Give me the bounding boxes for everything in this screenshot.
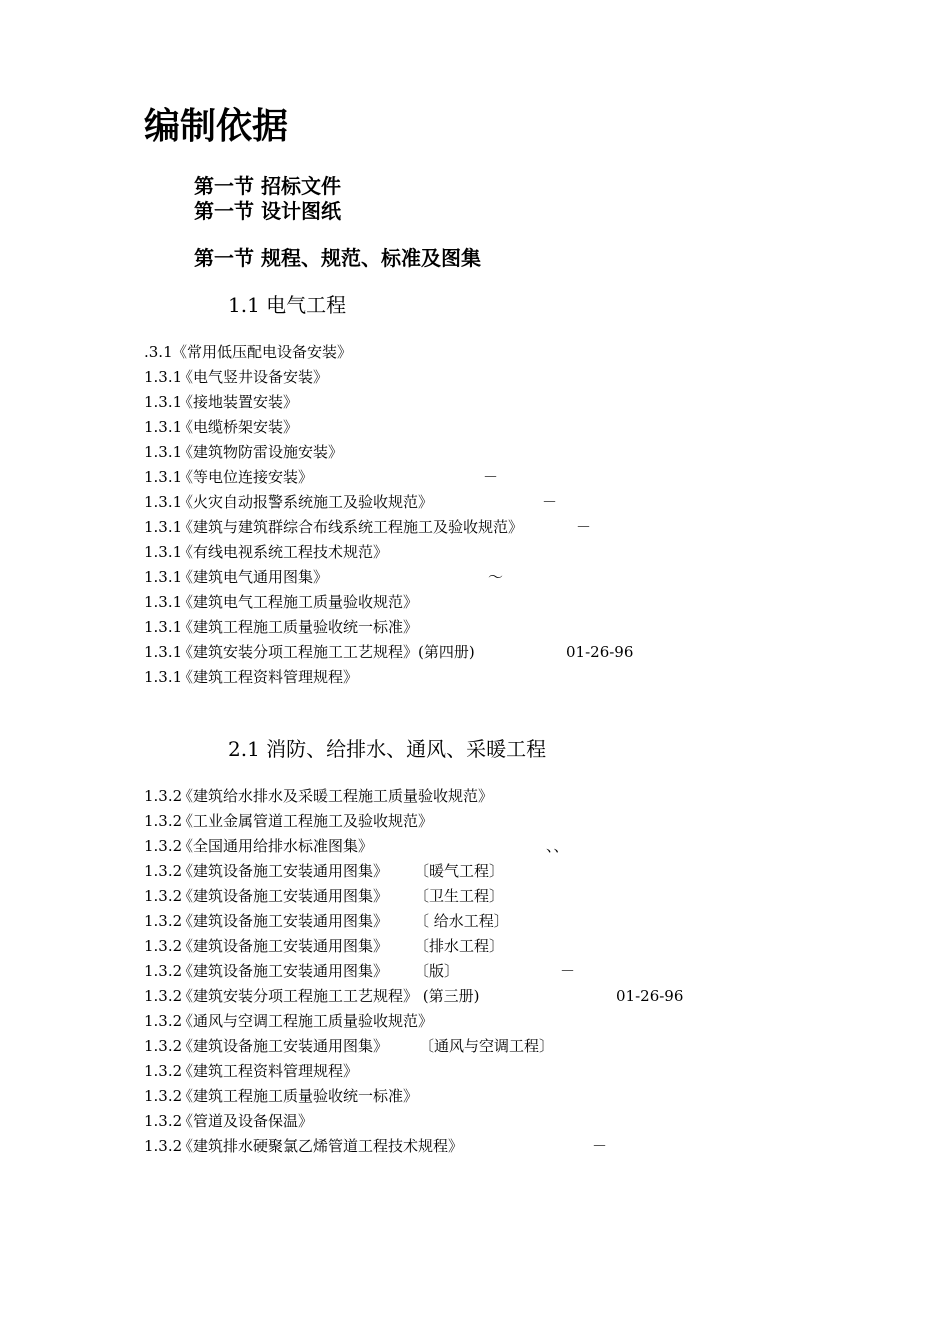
item-subtitle: 〔通风与空调工程〕 xyxy=(419,1037,555,1055)
item-title: 《接地装置安装》 xyxy=(178,393,299,411)
item-code: 01-26-96 xyxy=(616,987,684,1005)
list-item xyxy=(144,490,864,514)
item-code: － xyxy=(576,518,592,536)
item-number: 1.3.2 xyxy=(144,962,183,980)
list-item xyxy=(144,1109,864,1133)
item-number: 1.3.1 xyxy=(144,643,183,661)
section-heading-tender: 第一节 招标文件 xyxy=(194,174,341,198)
item-number: 1.3.1 xyxy=(144,468,183,486)
item-subtitle: 〔卫生工程〕 xyxy=(414,887,505,905)
item-number: 1.3.1 xyxy=(144,518,183,536)
list-item xyxy=(144,565,864,589)
list-item xyxy=(144,1009,864,1033)
list-item xyxy=(144,365,864,389)
item-title: 《建筑设备施工安装通用图集》 xyxy=(178,1037,389,1055)
page-title: 编制依据 xyxy=(144,106,289,147)
item-title: 《建筑排水硬聚氯乙烯管道工程技术规程》 xyxy=(178,1137,464,1155)
item-number: 1.3.2 xyxy=(144,1012,183,1030)
item-title: 《建筑电气通用图集》 xyxy=(178,568,329,586)
list-item xyxy=(144,959,864,983)
item-title: 《建筑设备施工安装通用图集》 xyxy=(178,962,389,980)
list-item xyxy=(144,590,864,614)
item-code: － xyxy=(592,1137,608,1155)
item-title: 《建筑给水排水及采暖工程施工质量验收规范》 xyxy=(178,787,494,805)
list-item xyxy=(144,1059,864,1083)
item-number: 1.3.1 xyxy=(144,418,183,436)
item-title: 《建筑工程资料管理规程》 xyxy=(178,668,359,686)
list-item xyxy=(144,784,864,808)
section-heading-drawings: 第一节 设计图纸 xyxy=(194,199,341,223)
item-title: 《有线电视系统工程技术规范》 xyxy=(178,543,389,561)
item-title: 《建筑电气工程施工质量验收规范》 xyxy=(178,593,419,611)
item-code: － xyxy=(483,468,499,486)
list-item xyxy=(144,540,864,564)
item-number: 1.3.2 xyxy=(144,1137,183,1155)
item-number: 1.3.2 xyxy=(144,1062,183,1080)
item-number: 1.3.2 xyxy=(144,1087,183,1105)
item-title: 《电气竖井设备安装》 xyxy=(178,368,329,386)
item-number: 1.3.2 xyxy=(144,987,183,1005)
list-item xyxy=(144,834,864,858)
item-subtitle: 〔 给水工程〕 xyxy=(414,912,509,930)
list-item xyxy=(144,465,864,489)
item-number: 1.3.2 xyxy=(144,787,183,805)
item-number: 1.3.1 xyxy=(144,568,183,586)
item-number: 1.3.2 xyxy=(144,937,183,955)
item-title: 《建筑物防雷设施安装》 xyxy=(178,443,344,461)
list-item xyxy=(144,1134,864,1158)
item-number: 1.3.1 xyxy=(144,618,183,636)
item-title: 《等电位连接安装》 xyxy=(178,468,314,486)
section-heading-standards: 第一节 规程、规范、标准及图集 xyxy=(194,246,481,270)
item-number: 1.3.1 xyxy=(144,393,183,411)
item-subtitle: 〔版〕 xyxy=(414,962,460,980)
list-item xyxy=(144,440,864,464)
item-title: 《工业金属管道工程施工及验收规范》 xyxy=(178,812,434,830)
subsection-heading-electrical: 1.1 电气工程 xyxy=(228,293,347,317)
item-title: 《全国通用给排水标准图集》 xyxy=(178,837,374,855)
item-title: 《建筑与建筑群综合布线系统工程施工及验收规范》 xyxy=(178,518,524,536)
list-item xyxy=(144,984,864,1008)
list-item xyxy=(144,1034,864,1058)
list-item xyxy=(144,809,864,833)
list-item xyxy=(144,884,864,908)
item-title: 《常用低压配电设备安装》 xyxy=(172,343,353,361)
item-title: 《建筑工程施工质量验收统一标准》 xyxy=(178,618,419,636)
item-title: 《建筑设备施工安装通用图集》 xyxy=(178,862,389,880)
list-item xyxy=(144,640,864,664)
list-item xyxy=(144,515,864,539)
item-code: － xyxy=(560,962,576,980)
item-number: 1.3.1 xyxy=(144,493,183,511)
item-code: 、、 xyxy=(546,837,569,855)
item-title: 《建筑设备施工安装通用图集》 xyxy=(178,912,389,930)
item-subtitle: 〔排水工程〕 xyxy=(414,937,505,955)
item-subtitle: 〔暖气工程〕 xyxy=(414,862,505,880)
item-number: 1.3.2 xyxy=(144,912,183,930)
item-number: 1.3.1 xyxy=(144,368,183,386)
item-code: － xyxy=(542,493,558,511)
item-number: 1.3.2 xyxy=(144,887,183,905)
list-item xyxy=(144,934,864,958)
item-number: 1.3.2 xyxy=(144,1112,183,1130)
subsection-heading-hvac: 2.1 消防、给排水、通风、采暖工程 xyxy=(228,737,547,761)
item-number: 1.3.1 xyxy=(144,543,183,561)
item-title: 《建筑设备施工安装通用图集》 xyxy=(178,887,389,905)
item-number: 1.3.2 xyxy=(144,812,183,830)
item-code: 01-26-96 xyxy=(566,643,634,661)
item-number: 1.3.1 xyxy=(144,443,183,461)
item-code: ～ xyxy=(488,568,504,586)
list-item xyxy=(144,390,864,414)
list-item xyxy=(144,415,864,439)
list-item xyxy=(144,615,864,639)
item-number: 1.3.2 xyxy=(144,862,183,880)
item-title: 《火灾自动报警系统施工及验收规范》 xyxy=(178,493,434,511)
list-item xyxy=(144,665,864,689)
item-title: 《建筑安装分项工程施工工艺规程》 (第三册) xyxy=(178,987,480,1005)
item-number: 1.3.1 xyxy=(144,668,183,686)
item-number: 1.3.2 xyxy=(144,1037,183,1055)
item-title: 《通风与空调工程施工质量验收规范》 xyxy=(178,1012,434,1030)
item-title: 《建筑工程施工质量验收统一标准》 xyxy=(178,1087,419,1105)
list-item xyxy=(144,859,864,883)
item-title: 《建筑设备施工安装通用图集》 xyxy=(178,937,389,955)
item-title: 《管道及设备保温》 xyxy=(178,1112,314,1130)
item-title: 《建筑工程资料管理规程》 xyxy=(178,1062,359,1080)
list-item xyxy=(144,1084,864,1108)
item-number: .3.1 xyxy=(144,343,173,361)
item-number: 1.3.2 xyxy=(144,837,183,855)
item-title: 《电缆桥架安装》 xyxy=(178,418,299,436)
list-item xyxy=(144,340,864,364)
list-item xyxy=(144,909,864,933)
item-title: 《建筑安装分项工程施工工艺规程》(第四册) xyxy=(178,643,475,661)
item-number: 1.3.1 xyxy=(144,593,183,611)
